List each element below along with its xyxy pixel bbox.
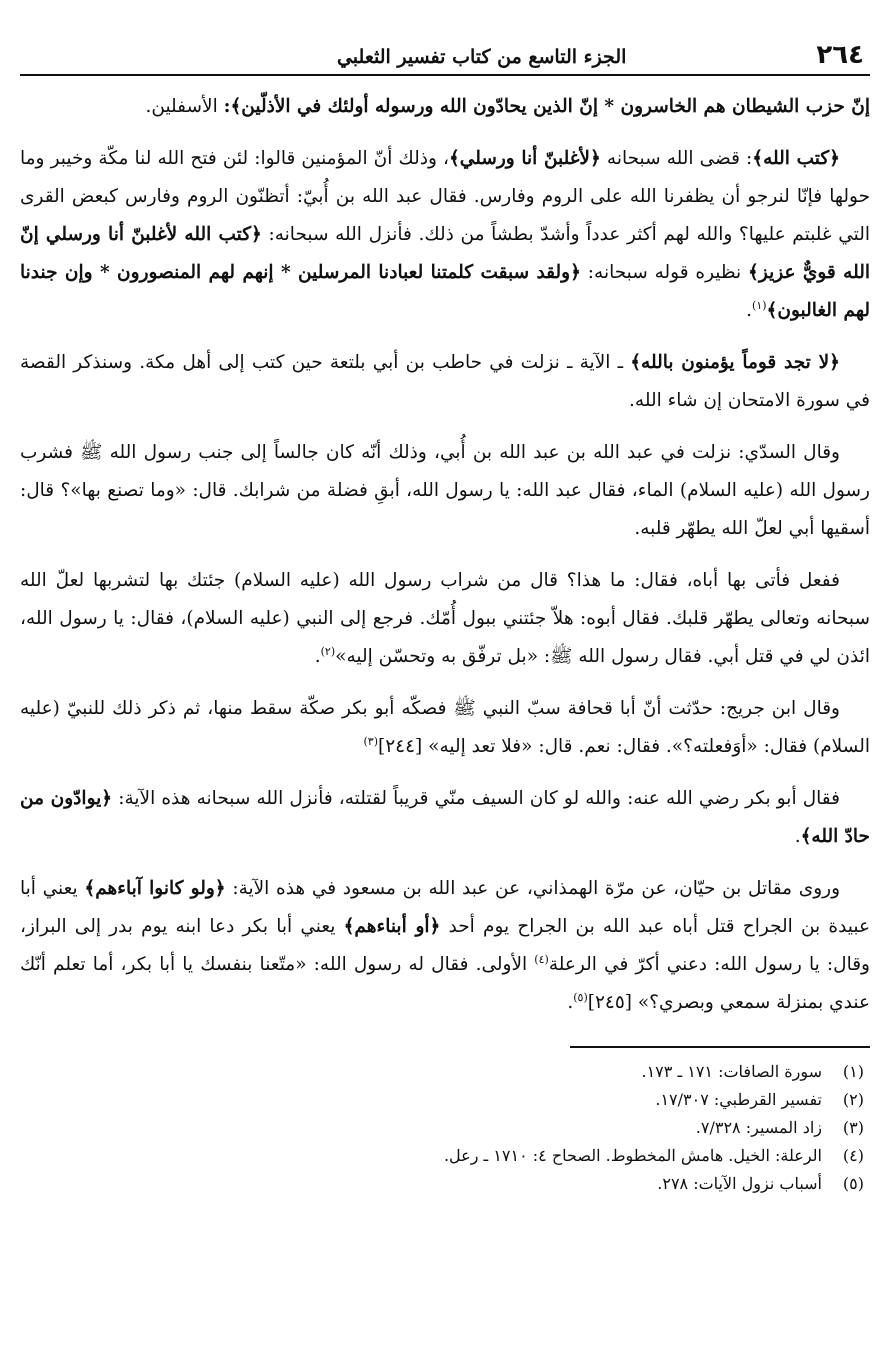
page-header bbox=[20, 24, 870, 76]
footnote-number: (٣) bbox=[842, 1118, 864, 1137]
paragraph-text: وقال السدّي: نزلت في عبد الله بن عبد الله بن أُبي، وذلك أنّه كان جالساً إلى جنب رسول الله ﷺ فشرب رسول الله (عليه السلام) الماء، فقال عبد الله: يا رسول الله، أبقِ فضلة من شرابك. قال: «وما تصنع بها»؟ قال: أسقيها أبي لعلّ الله يطهّر قلبه. bbox=[20, 442, 870, 539]
quran-quote: ﴿أو أبناءهم﴾ bbox=[343, 916, 441, 937]
footnote-text: الرعلة: الخيل. هامش المخطوط. الصحاح ٤: ١٧١٠ ـ رعل. bbox=[443, 1146, 822, 1165]
footnote-item bbox=[20, 1086, 870, 1114]
paragraph-7 bbox=[20, 780, 870, 856]
footnote-number: (٤) bbox=[842, 1146, 864, 1165]
paragraph-1 bbox=[20, 88, 870, 126]
footnote-ref: (١) bbox=[752, 298, 767, 312]
paragraph-text: يعني أبا بكر دعا ابنه يوم بدر إلى البراز، وقال: يا رسول الله: دعني أكرّ في الرعلة bbox=[20, 916, 870, 975]
footnotes bbox=[20, 1058, 870, 1198]
paragraph-text: يعني أبا عبيدة بن الجراح قتل أباه عبد الله بن الجراح يوم أحد bbox=[20, 878, 870, 937]
quran-quote: إنّ حزب الشيطان هم الخاسرون * إنّ الذين يحادّون الله ورسوله أولئك في الأذلّين﴾: bbox=[223, 96, 870, 117]
footnote-ref: (٤) bbox=[534, 952, 549, 966]
paragraph-text: فقال أبو بكر رضي الله عنه: والله لو كان السيف منّي قريباً لقتلته، فأنزل الله سبحانه هذه الآية: bbox=[112, 788, 840, 809]
page bbox=[20, 24, 870, 1198]
footnote-item bbox=[20, 1058, 870, 1086]
footnote-number: (٥) bbox=[842, 1174, 864, 1193]
footnote-text: زاد المسير: ٧/٣٢٨. bbox=[695, 1118, 822, 1137]
page-number: ٢٦٤ bbox=[816, 40, 864, 70]
paragraph-8 bbox=[20, 870, 870, 1022]
paragraph-text: . bbox=[567, 992, 574, 1013]
footnote-item bbox=[20, 1142, 870, 1170]
quran-quote: ﴿ولقد سبقت كلمتنا لعبادنا المرسلين * إنهم لهم المنصورون * وإن جندنا لهم الغالبون﴾ bbox=[20, 262, 870, 321]
paragraph-text: الأسفلين. bbox=[145, 96, 224, 117]
footnote-ref: (٣) bbox=[363, 734, 378, 748]
footnote-text: سورة الصافات: ١٧١ ـ ١٧٣. bbox=[641, 1062, 822, 1081]
paragraph-3 bbox=[20, 344, 870, 420]
paragraph-text: وروى مقاتل بن حيّان، عن مرّة الهمذاني، عن عبد الله بن مسعود في هذه الآية: bbox=[225, 878, 841, 899]
paragraph-text: الأولى. فقال له رسول الله: «متّعنا بنفسك يا أبا بكر، أما تعلم أنّك عندي بمنزلة سمعي وبصري؟» [٢٤٥] bbox=[20, 954, 870, 1013]
quran-quote: ﴿لأغلبنّ أنا ورسلي﴾ bbox=[448, 148, 601, 169]
quran-quote: ﴿لا تجد قوماً يؤمنون بالله﴾ bbox=[630, 352, 840, 373]
footnote-number: (١) bbox=[842, 1062, 864, 1081]
quran-quote: ﴿ولو كانوا آباءهم﴾ bbox=[84, 878, 226, 899]
running-title: الجزء التاسع من كتاب تفسير الثعلبي bbox=[336, 46, 627, 68]
quran-quote: ﴿يوادّون من حادّ الله﴾ bbox=[20, 788, 870, 847]
paragraph-text: ففعل فأتى بها أباه، فقال: ما هذا؟ قال من شراب رسول الله (عليه السلام) جئتك بها لتشربها لعلّ الله سبحانه وتعالى يطهّر قلبك. فقال أبوه: هلاّ جئتني ببول أُمّك. فرجع إلى النبي (عليه السلام)، فقال: يا رسول الله، ائذن لي في قتل أبي. فقال رسول الله ﷺ: «بل ترفّق به وتحسّن إليه» bbox=[20, 570, 870, 667]
footnote-divider bbox=[570, 1046, 870, 1048]
footnote-text: تفسير القرطبي: ١٧/٣٠٧. bbox=[655, 1090, 822, 1109]
quran-quote: ﴿كتب الله﴾ bbox=[752, 148, 840, 169]
paragraph-text: : قضى الله سبحانه bbox=[600, 148, 753, 169]
paragraph-text: . bbox=[314, 646, 321, 667]
footnote-number: (٢) bbox=[842, 1090, 864, 1109]
paragraph-6 bbox=[20, 690, 870, 766]
footnote-ref: (٢) bbox=[320, 644, 336, 658]
main-text bbox=[20, 88, 870, 1022]
paragraph-4 bbox=[20, 434, 870, 548]
paragraph-text: . bbox=[746, 300, 753, 321]
paragraph-text: ـ الآية ـ نزلت في حاطب بن أبي بلتعة حين كتب إلى أهل مكة. وسنذكر القصة في سورة الامتحان إن شاء الله. bbox=[20, 352, 870, 411]
paragraph-5 bbox=[20, 562, 870, 676]
paragraph-text: نظيره قوله سبحانه: bbox=[580, 262, 749, 283]
paragraph-text: ، وذلك أنّ المؤمنين قالوا: لئن فتح الله لنا مكّة وخيبر وما حولها فإنّا لنرجو أن يظفرنا الله على الروم وفارس. فقال عبد الله بن أُبيّ: أتظنّون الروم وفارس كبعض القرى التي غلبتم عليها؟ والله لهم أكثر عدداً وأشدّ بطشاً من ذلك. فأنزل الله سبحانه: bbox=[20, 148, 871, 245]
footnote-text: أسباب نزول الآيات: ٢٧٨. bbox=[657, 1174, 822, 1193]
footnote-item bbox=[20, 1170, 870, 1198]
paragraph-2 bbox=[20, 140, 870, 330]
paragraph-text: وقال ابن جريج: حدّثت أنّ أبا قحافة سبّ النبي ﷺ فصكّه أبو بكر صكّة سقط منها، ثم ذكر ذلك للنبيّ (عليه السلام) فقال: «أوَفعلته؟». فقال: نعم. قال: «فلا تعد إليه» [٢٤٤] bbox=[20, 698, 870, 757]
footnote-item bbox=[20, 1114, 870, 1142]
paragraph-text: . bbox=[794, 826, 801, 847]
quran-quote: ﴿كتب الله لأغلبنّ أنا ورسلي إنّ الله قويٌّ عزيز﴾ bbox=[20, 224, 870, 283]
footnote-ref: (٥) bbox=[573, 990, 588, 1004]
